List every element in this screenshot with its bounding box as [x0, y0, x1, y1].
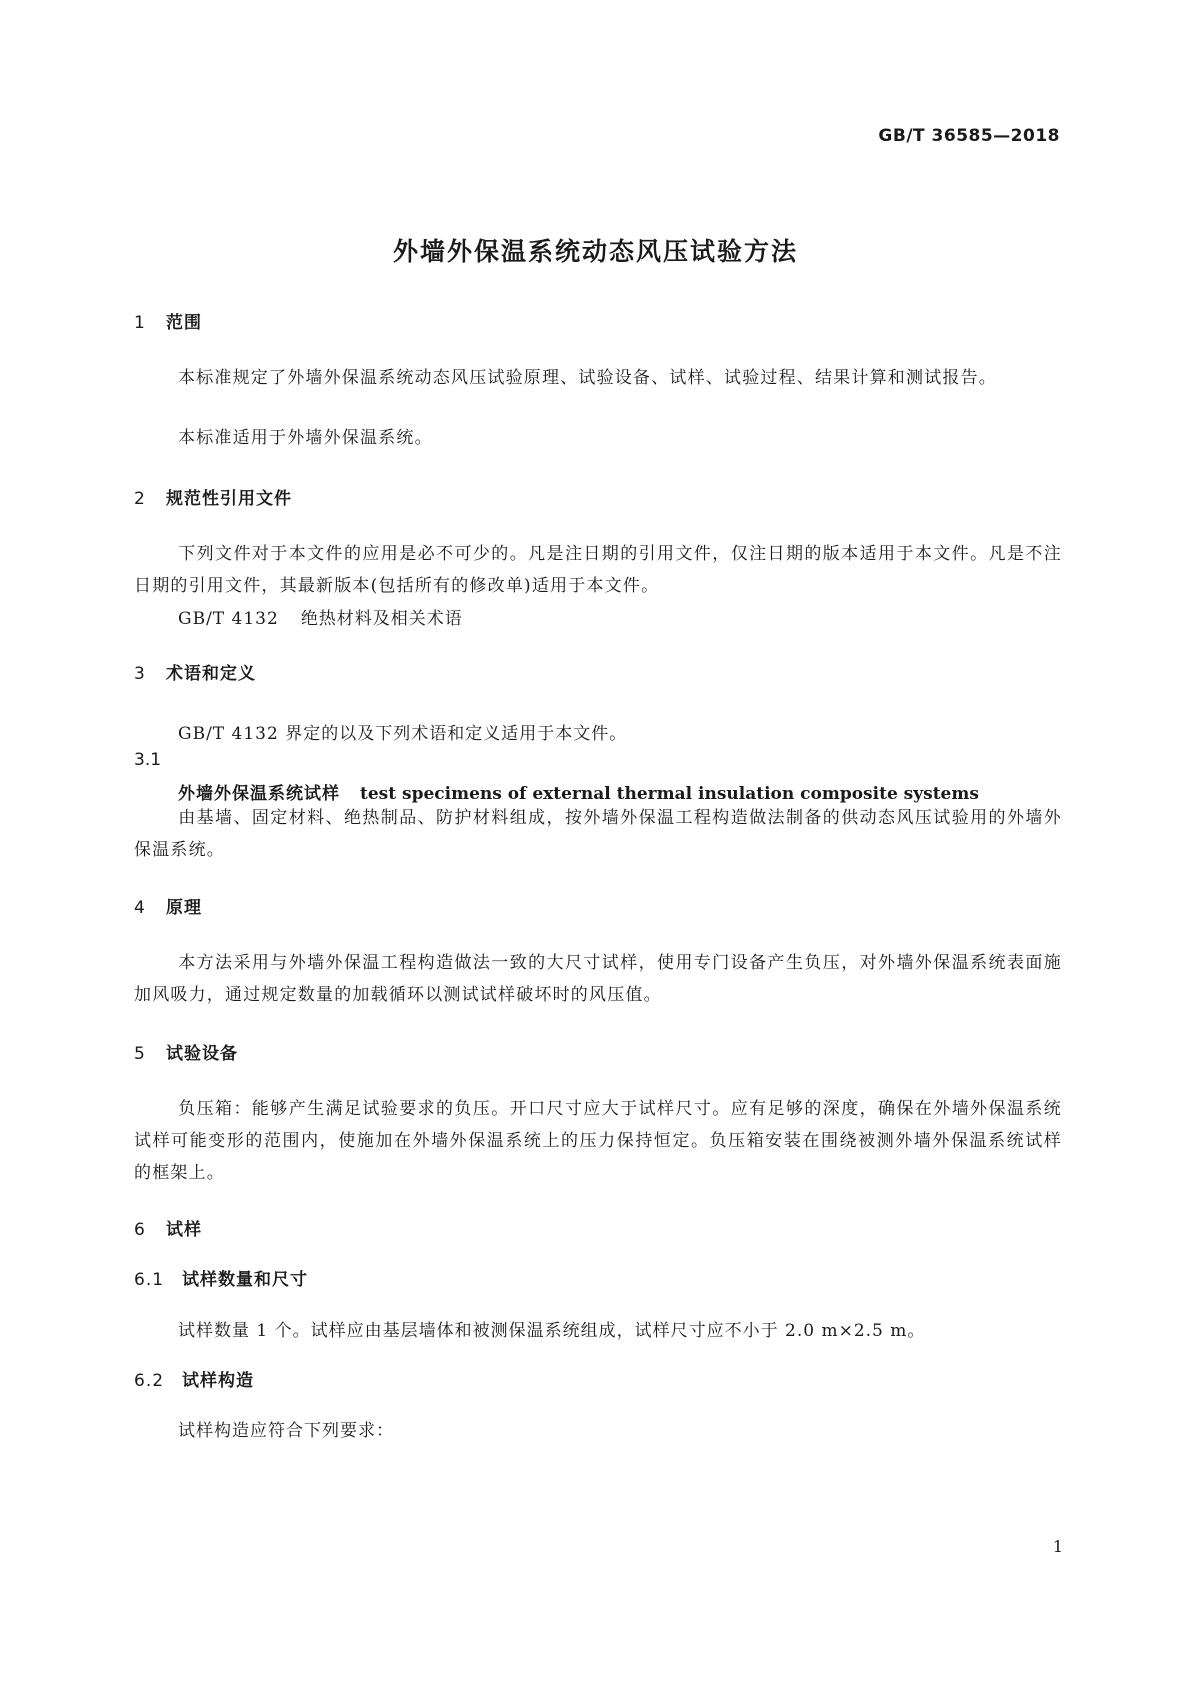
section-6-2-heading: [134, 1366, 254, 1391]
section-6-heading: [134, 1215, 202, 1240]
subsection-title: 试样数量和尺寸: [182, 1270, 308, 1290]
section-5-heading: [134, 1039, 238, 1064]
section-2-paragraph-1: 下列文件对于本文件的应用是必不可少的。凡是注日期的引用文件，仅注日期的版本适用于本文件。凡是不注日期的引用文件，其最新版本(包括所有的修改单)适用于本文件。: [134, 544, 1062, 596]
section-title: 术语和定义: [166, 664, 256, 684]
section-number: 1: [134, 313, 146, 333]
section-number: 5: [134, 1044, 146, 1064]
section-1-paragraph-1: 本标准规定了外墙外保温系统动态风压试验原理、试验设备、试样、试验过程、结果计算和测试报告。: [178, 368, 997, 388]
page-number: 1: [1052, 1537, 1063, 1556]
section-title: 范围: [166, 313, 202, 333]
section-title: 试样: [166, 1220, 202, 1240]
section-1-paragraph-2: 本标准适用于外墙外保温系统。: [178, 428, 433, 448]
section-3-paragraph-1: GB/T 4132 界定的以及下列术语和定义适用于本文件。: [178, 724, 628, 744]
section-title: 规范性引用文件: [166, 489, 292, 509]
subsection-number: 6.1: [134, 1270, 165, 1290]
section-number: 4: [134, 898, 146, 918]
standard-code: GB/T 36585—2018: [878, 126, 1060, 146]
document-title: 外墙外保温系统动态风压试验方法: [392, 237, 798, 266]
term-definition: 由基墙、固定材料、绝热制品、防护材料组成，按外墙外保温工程构造做法制备的供动态风压试验用的外墙外保温系统。: [134, 808, 1062, 860]
section-1-heading: [134, 308, 202, 333]
term-entry: [178, 779, 979, 804]
section-2-heading: [134, 484, 292, 509]
section-number: 2: [134, 489, 146, 509]
section-4-paragraph-1: 本方法采用与外墙外保温工程构造做法一致的大尺寸试样，使用专门设备产生负压，对外墙外保温系统表面施加风吸力，通过规定数量的加载循环以测试试样破坏时的风压值。: [134, 953, 1062, 1005]
term-english: test specimens of external thermal insulation composite systems: [360, 784, 979, 804]
section-3-heading: [134, 659, 256, 684]
reference-code: GB/T 4132: [178, 609, 279, 629]
subsection-title: 试样构造: [182, 1371, 254, 1391]
subsection-number: 6.2: [134, 1371, 165, 1391]
section-title: 原理: [166, 898, 202, 918]
section-5-paragraph-1: 负压箱：能够产生满足试验要求的负压。开口尺寸应大于试样尺寸。应有足够的深度，确保在外墙外保温系统试样可能变形的范围内，使施加在外墙外保温系统上的压力保持恒定。负压箱安装在围绕被测外墙外保温系统试样的框架上。: [134, 1099, 1062, 1183]
normative-reference: [178, 604, 463, 629]
term-chinese: 外墙外保温系统试样: [178, 784, 340, 804]
section-6-2-paragraph: 试样构造应符合下列要求：: [178, 1421, 394, 1441]
section-6-1-paragraph: 试样数量 1 个。试样应由基层墙体和被测保温系统组成，试样尺寸应不小于 2.0 m×2.5 m。: [178, 1321, 926, 1341]
section-6-1-heading: [134, 1265, 308, 1290]
section-number: 6: [134, 1220, 146, 1240]
reference-name: 绝热材料及相关术语: [300, 609, 463, 629]
section-title: 试验设备: [166, 1044, 238, 1064]
term-number: 3.1: [134, 750, 162, 770]
section-number: 3: [134, 664, 146, 684]
section-4-heading: [134, 893, 202, 918]
